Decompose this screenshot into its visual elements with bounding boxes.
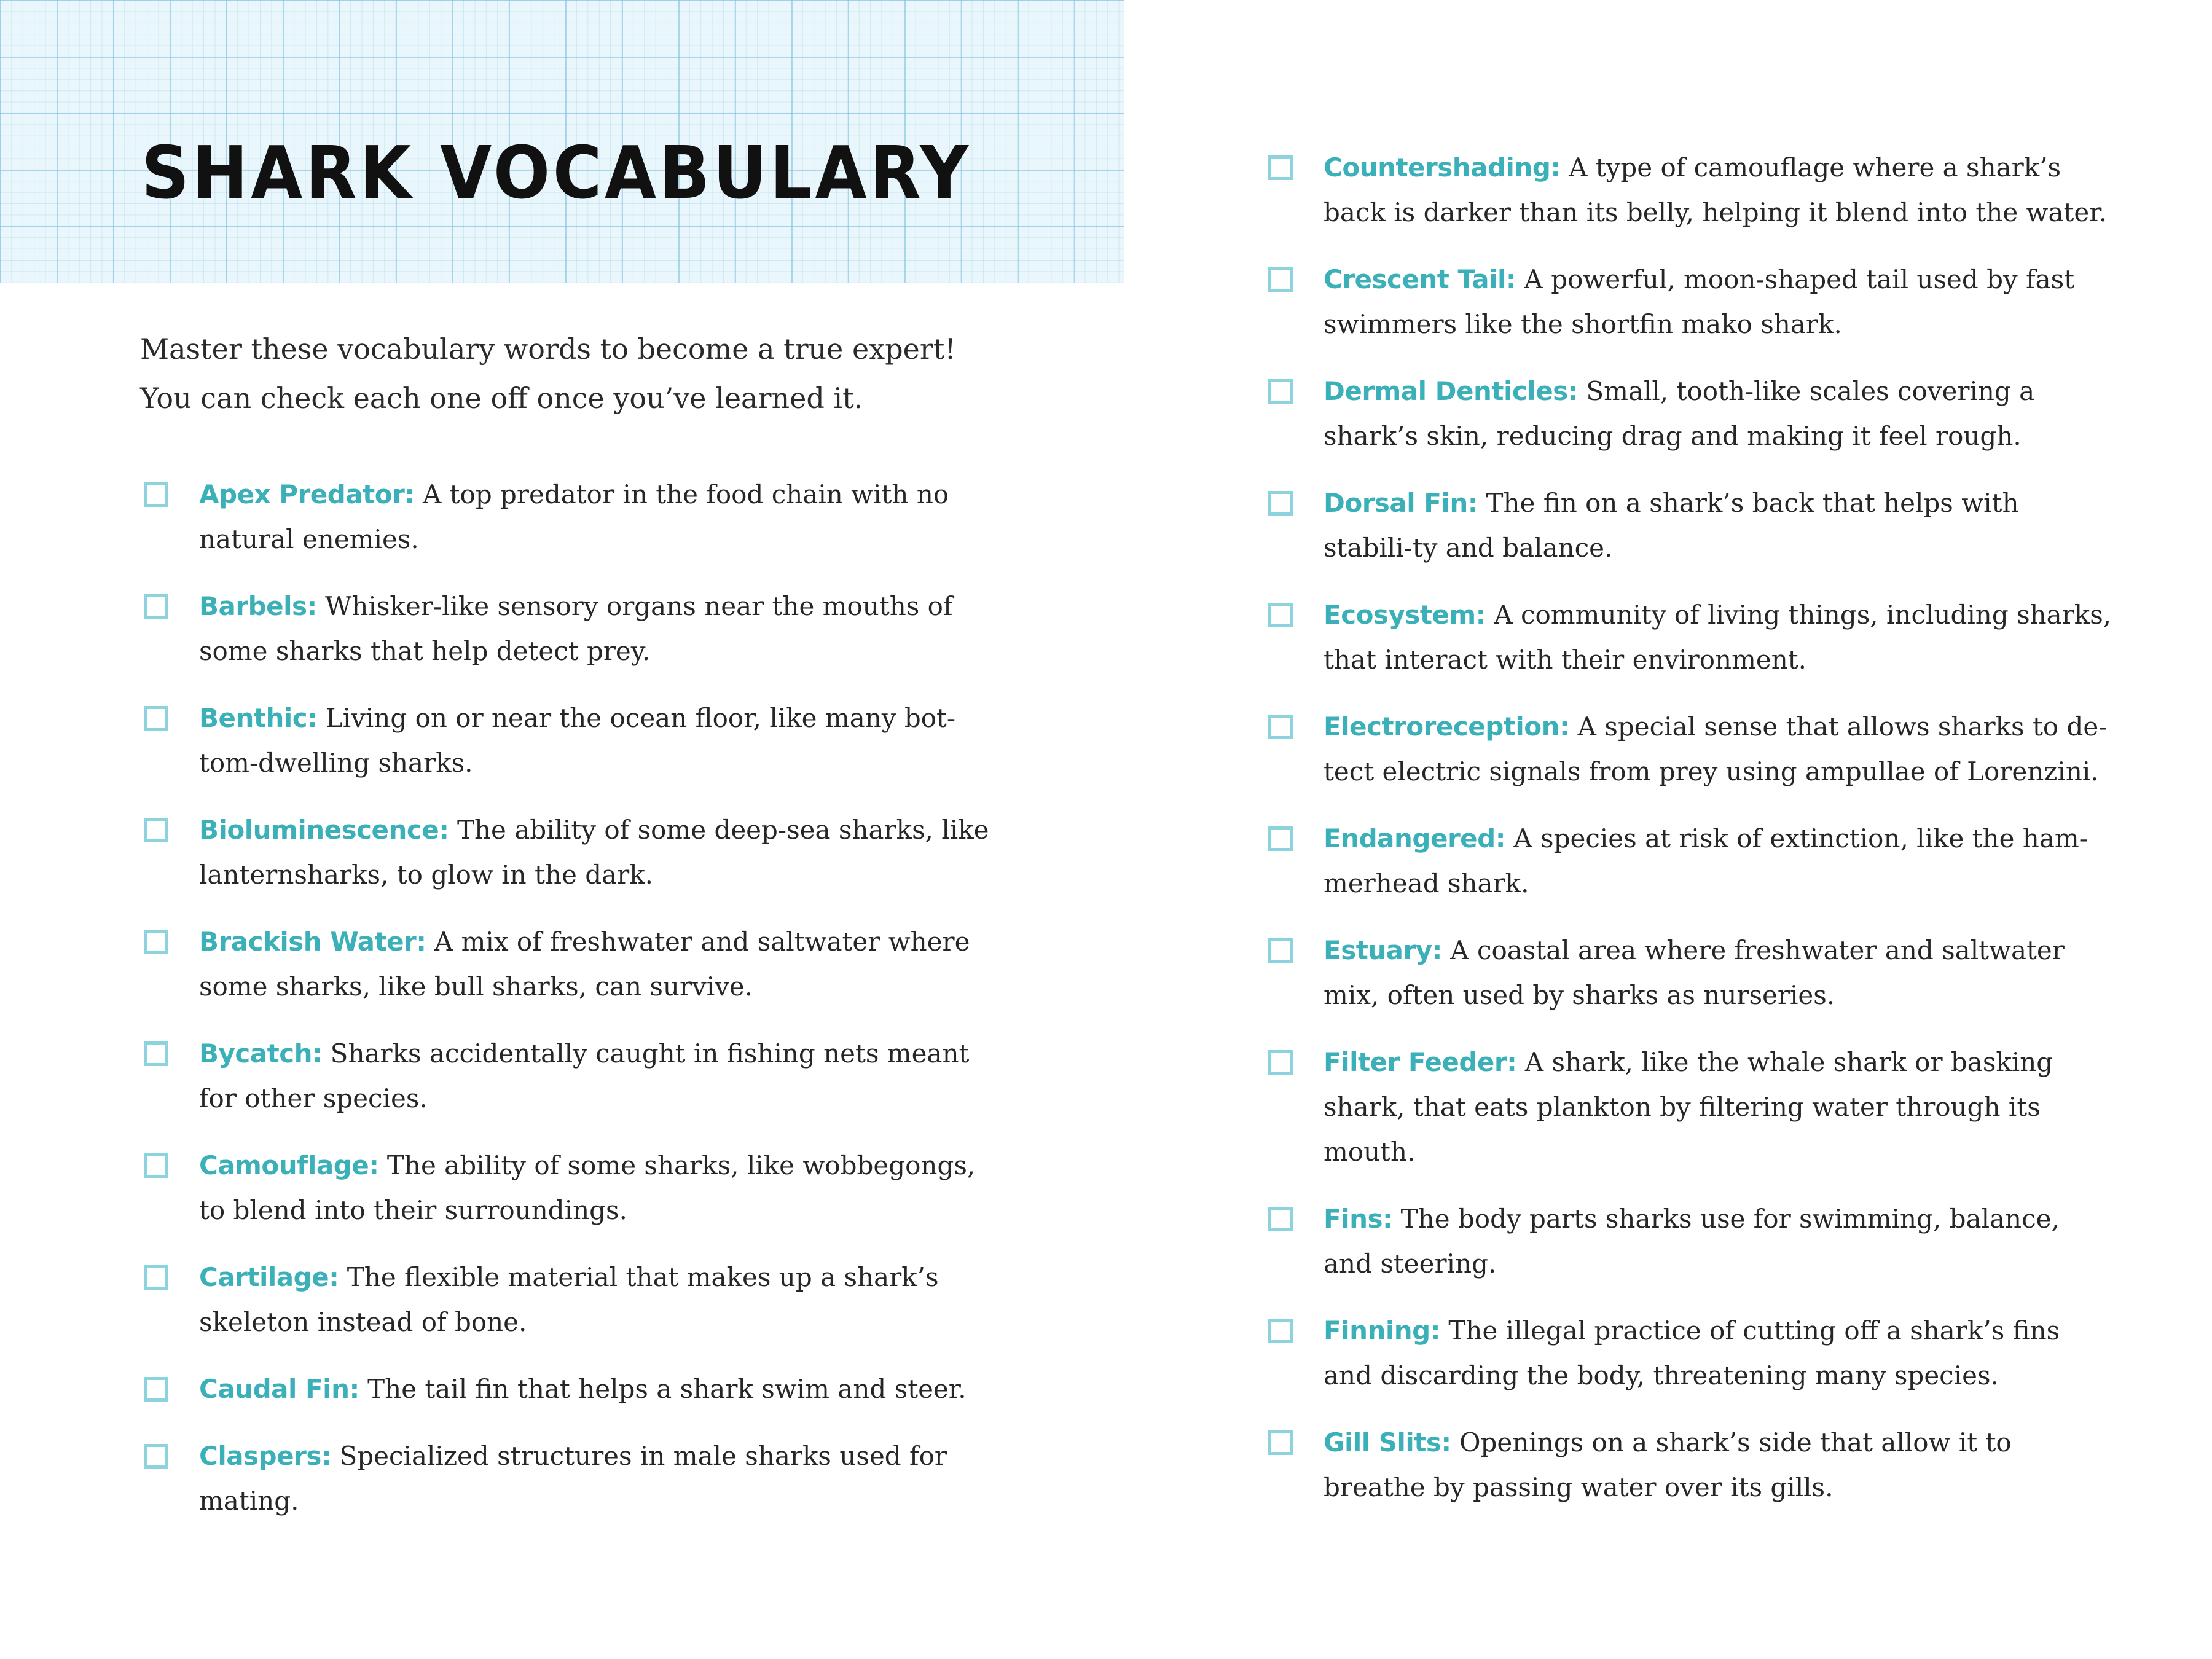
vocab-term: Ecosystem: [1324,600,1486,630]
vocab-definition: The body parts sharks use for swimming, balance, and steering. [1324,1204,2060,1279]
vocab-term: Finning: [1324,1316,1441,1346]
vocab-definition: A community of living things, including sharks, that interact with their environment. [1324,600,2112,675]
vocab-term: Apex Predator: [199,479,415,509]
vocab-item-dermal-denticles [1267,369,2115,458]
vocab-item-endangered [1267,816,2115,906]
vocab-definition: Small, tooth-like scales covering a shark’s skin, reducing drag and making it feel rough. [1324,376,2035,451]
vocab-definition: Specialized structures in male sharks used for mating. [199,1441,947,1516]
checkbox[interactable] [1268,603,1293,627]
checkbox[interactable] [1268,1319,1293,1343]
vocab-term: Benthic: [199,703,318,733]
vocab-term: Endangered: [1324,823,1506,853]
vocab-item-barbels [143,584,1003,673]
checkbox[interactable] [144,482,168,507]
vocab-item-estuary [1267,928,2115,1018]
vocab-term: Cartilage: [199,1262,339,1292]
checkbox[interactable] [144,1444,168,1469]
checkbox[interactable] [144,1153,168,1178]
vocab-definition: A shark, like the whale shark or basking shark, that eats plankton by filtering water through its mouth. [1324,1047,2053,1167]
checkbox[interactable] [144,1377,168,1402]
vocab-item-filter-feeder [1267,1040,2115,1174]
vocab-term: Dermal Denticles: [1324,376,1578,406]
vocab-definition: Living on or near the ocean floor, like many bot-tom-dwelling sharks. [199,703,956,778]
vocab-item-camouflage [143,1143,1003,1233]
vocab-term: Crescent Tail: [1324,264,1516,294]
vocab-term: Filter Feeder: [1324,1047,1517,1077]
checkbox[interactable] [1268,1207,1293,1231]
vocab-definition: The ability of some deep-sea sharks, like lanternsharks, to glow in the dark. [199,815,989,890]
vocab-definition: The tail fin that helps a shark swim and steer. [367,1374,967,1404]
checkbox[interactable] [1268,715,1293,739]
vocab-term: Bycatch: [199,1038,323,1069]
checkbox[interactable] [144,706,168,731]
checkbox[interactable] [144,594,168,619]
vocab-definition: A mix of freshwater and saltwater where some sharks, like bull sharks, can survive. [199,927,970,1002]
vocab-definition: A species at risk of extinction, like the ham-merhead shark. [1324,823,2088,898]
checkbox[interactable] [144,818,168,842]
vocab-item-dorsal-fin [1267,480,2115,570]
vocabulary-list-right [1267,145,2115,1532]
vocab-item-bioluminescence [143,807,1003,897]
vocab-item-countershading [1267,145,2115,235]
vocabulary-list-left [143,472,1003,1545]
checkbox[interactable] [1268,491,1293,516]
vocab-term: Barbels: [199,591,317,621]
vocab-item-claspers [143,1433,1003,1523]
checkbox[interactable] [144,930,168,954]
vocab-term: Fins: [1324,1204,1393,1234]
vocab-definition: A special sense that allows sharks to de-tect electric signals from prey using ampullae of Lorenzini. [1324,712,2108,786]
vocab-term: Dorsal Fin: [1324,488,1478,518]
checkbox[interactable] [1268,267,1293,292]
vocab-term: Camouflage: [199,1150,379,1180]
page-title: SHARK VOCABULARY [141,130,971,215]
vocab-definition: The illegal practice of cutting off a shark’s fins and discarding the body, threatening many species. [1324,1316,2060,1390]
intro-paragraph: Master these vocabulary words to become a true expert! You can check each one off once you’ve learned it. [140,332,956,415]
vocab-term: Electroreception: [1324,712,1570,742]
vocab-term: Brackish Water: [199,927,426,957]
vocab-definition: The ability of some sharks, like wobbegongs, to blend into their surroundings. [199,1150,976,1225]
checkbox[interactable] [144,1041,168,1066]
vocab-item-fins [1267,1196,2115,1286]
checkbox[interactable] [1268,1050,1293,1075]
checkbox[interactable] [1268,379,1293,404]
vocab-item-brackish-water [143,919,1003,1009]
vocab-term: Gill Slits: [1324,1427,1451,1457]
vocab-definition: A powerful, moon-shaped tail used by fast swimmers like the shortfin mako shark. [1324,264,2075,339]
vocab-item-finning [1267,1308,2115,1398]
vocab-definition: The fin on a shark’s back that helps with stabili-ty and balance. [1324,488,2019,563]
vocab-item-electroreception [1267,704,2115,794]
vocab-definition: Openings on a shark’s side that allow it to breathe by passing water over its gills. [1324,1427,2012,1502]
vocab-item-cartilage [143,1255,1003,1344]
vocab-term: Countershading: [1324,152,1561,182]
vocab-item-caudal-fin [143,1367,1003,1411]
vocab-item-gill-slits [1267,1420,2115,1510]
vocab-term: Caudal Fin: [199,1374,359,1404]
vocab-term: Bioluminescence: [199,815,449,845]
checkbox[interactable] [1268,155,1293,180]
vocab-definition: A type of camouflage where a shark’s back is darker than its belly, helping it blend into the water. [1324,152,2108,227]
vocab-item-crescent-tail [1267,257,2115,347]
vocab-item-bycatch [143,1031,1003,1121]
vocab-item-benthic [143,696,1003,785]
checkbox[interactable] [1268,826,1293,851]
vocab-item-apex-predator [143,472,1003,562]
checkbox[interactable] [144,1265,168,1290]
vocab-definition: A top predator in the food chain with no natural enemies. [199,479,949,554]
vocab-term: Estuary: [1324,935,1442,965]
vocab-definition: A coastal area where freshwater and saltwater mix, often used by sharks as nurseries. [1324,935,2065,1010]
checkbox[interactable] [1268,1430,1293,1455]
vocab-term: Claspers: [199,1441,332,1471]
vocab-definition: Whisker-like sensory organs near the mouths of some sharks that help detect prey. [199,591,953,666]
vocab-item-ecosystem [1267,592,2115,682]
checkbox[interactable] [1268,938,1293,963]
vocab-definition: Sharks accidentally caught in fishing nets meant for other species. [199,1038,970,1113]
vocab-definition: The flexible material that makes up a shark’s skeleton instead of bone. [199,1262,939,1337]
